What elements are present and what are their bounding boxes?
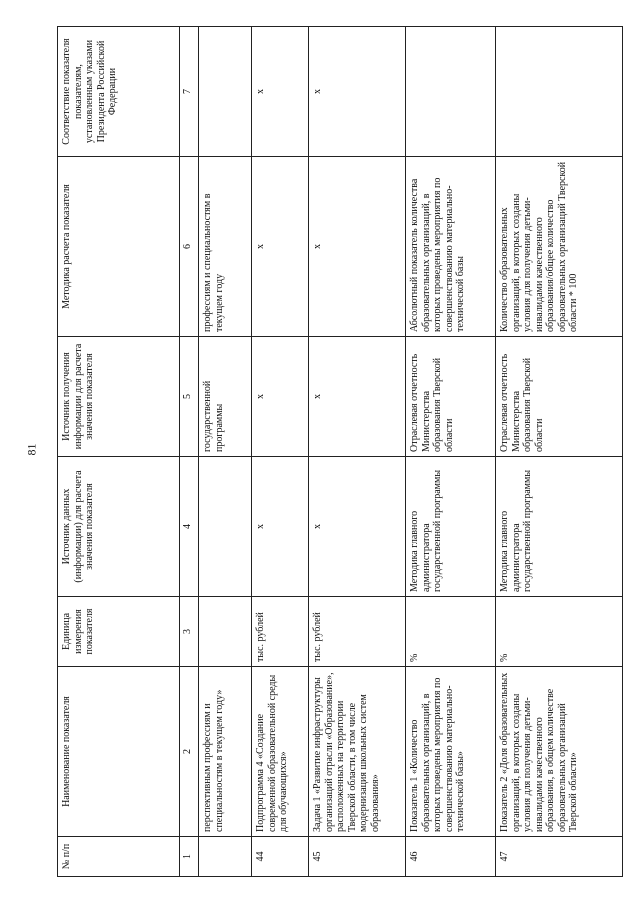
table-area bbox=[57, 27, 607, 877]
table-row bbox=[199, 27, 252, 877]
method-cell: профессиям и специальностям в текущем году bbox=[199, 157, 252, 337]
info-source-cell: государственной программы bbox=[199, 337, 252, 457]
header-cell: Источник получения информации для расчета значения показателя bbox=[58, 337, 180, 457]
row-number: 46 bbox=[406, 837, 496, 877]
header-cell: Единица измерения показателя bbox=[58, 597, 180, 667]
data-source-cell: х bbox=[309, 457, 406, 597]
header-cell: Наименование показателя bbox=[58, 667, 180, 837]
indicator-name: Показатель 1 «Количество образовательных организаций, в которых проведены мероприятия по совершенствованию материально-технической базы» bbox=[406, 667, 496, 837]
unit-cell: тыс. рублей bbox=[252, 597, 309, 667]
column-number: 3 bbox=[180, 597, 199, 667]
unit-cell: % bbox=[406, 597, 496, 667]
unit-cell: тыс. рублей bbox=[309, 597, 406, 667]
header-cell: Соответствие показателя показателям, установленным указами Президента Российской Федерации bbox=[58, 27, 180, 157]
row-number: 45 bbox=[309, 837, 406, 877]
column-number: 7 bbox=[180, 27, 199, 157]
column-number: 6 bbox=[180, 157, 199, 337]
method-cell: Количество образовательных организаций, в которых созданы условия для получения детьми-инвалидами качественного образования/общее количество образовательных организаций Тверской области * 100 bbox=[496, 157, 623, 337]
row-number: 47 bbox=[496, 837, 623, 877]
unit-cell bbox=[199, 597, 252, 667]
indicator-name: перспективным профессиям и специальностям в текущем году» bbox=[199, 667, 252, 837]
column-number: 4 bbox=[180, 457, 199, 597]
table-row bbox=[406, 27, 496, 877]
table-row bbox=[496, 27, 623, 877]
unit-cell: % bbox=[496, 597, 623, 667]
data-source-cell: Методика главного администратора государственной программы bbox=[406, 457, 496, 597]
indicators-table bbox=[57, 26, 623, 877]
info-source-cell: х bbox=[252, 337, 309, 457]
decree-match-cell bbox=[406, 27, 496, 157]
info-source-cell: х bbox=[309, 337, 406, 457]
method-cell: х bbox=[252, 157, 309, 337]
table-row bbox=[252, 27, 309, 877]
decree-match-cell bbox=[199, 27, 252, 157]
data-source-cell: х bbox=[252, 457, 309, 597]
column-number-row bbox=[180, 27, 199, 877]
column-number: 5 bbox=[180, 337, 199, 457]
header-row bbox=[58, 27, 180, 877]
table-row bbox=[309, 27, 406, 877]
row-number bbox=[199, 837, 252, 877]
indicator-name: Задача 1 «Развитие инфраструктуры организаций отрасли «Образование», расположенных на территории Тверской области, в том числе модернизация школьных систем образования» bbox=[309, 667, 406, 837]
info-source-cell: Отраслевая отчетность Министерства образования Тверской области bbox=[406, 337, 496, 457]
info-source-cell: Отраслевая отчетность Министерства образования Тверской области bbox=[496, 337, 623, 457]
row-number: 44 bbox=[252, 837, 309, 877]
indicator-name: Показатель 2 «Доля образовательных организаций, в которых созданы условия для получения детьми-инвалидами качественного образования, в общем количестве образовательных организаций Тверской области» bbox=[496, 667, 623, 837]
method-cell: х bbox=[309, 157, 406, 337]
data-source-cell: Методика главного администратора государственной программы bbox=[496, 457, 623, 597]
header-cell: Источник данных (информации) для расчета значения показателя bbox=[58, 457, 180, 597]
method-cell: Абсолютный показатель количества образовательных организаций, в которых проведены мероприятия по совершенствованию материально-технической базы bbox=[406, 157, 496, 337]
column-number: 1 bbox=[180, 837, 199, 877]
decree-match-cell bbox=[496, 27, 623, 157]
header-cell: Методика расчета показателя bbox=[58, 157, 180, 337]
data-source-cell bbox=[199, 457, 252, 597]
page-number: 81 bbox=[24, 443, 39, 456]
decree-match-cell: х bbox=[309, 27, 406, 157]
rotated-table-wrapper bbox=[57, 27, 607, 877]
indicator-name: Подпрограмма 4 «Создание современной образовательной среды для обучающихся» bbox=[252, 667, 309, 837]
decree-match-cell: х bbox=[252, 27, 309, 157]
column-number: 2 bbox=[180, 667, 199, 837]
header-cell: № п/п bbox=[58, 837, 180, 877]
